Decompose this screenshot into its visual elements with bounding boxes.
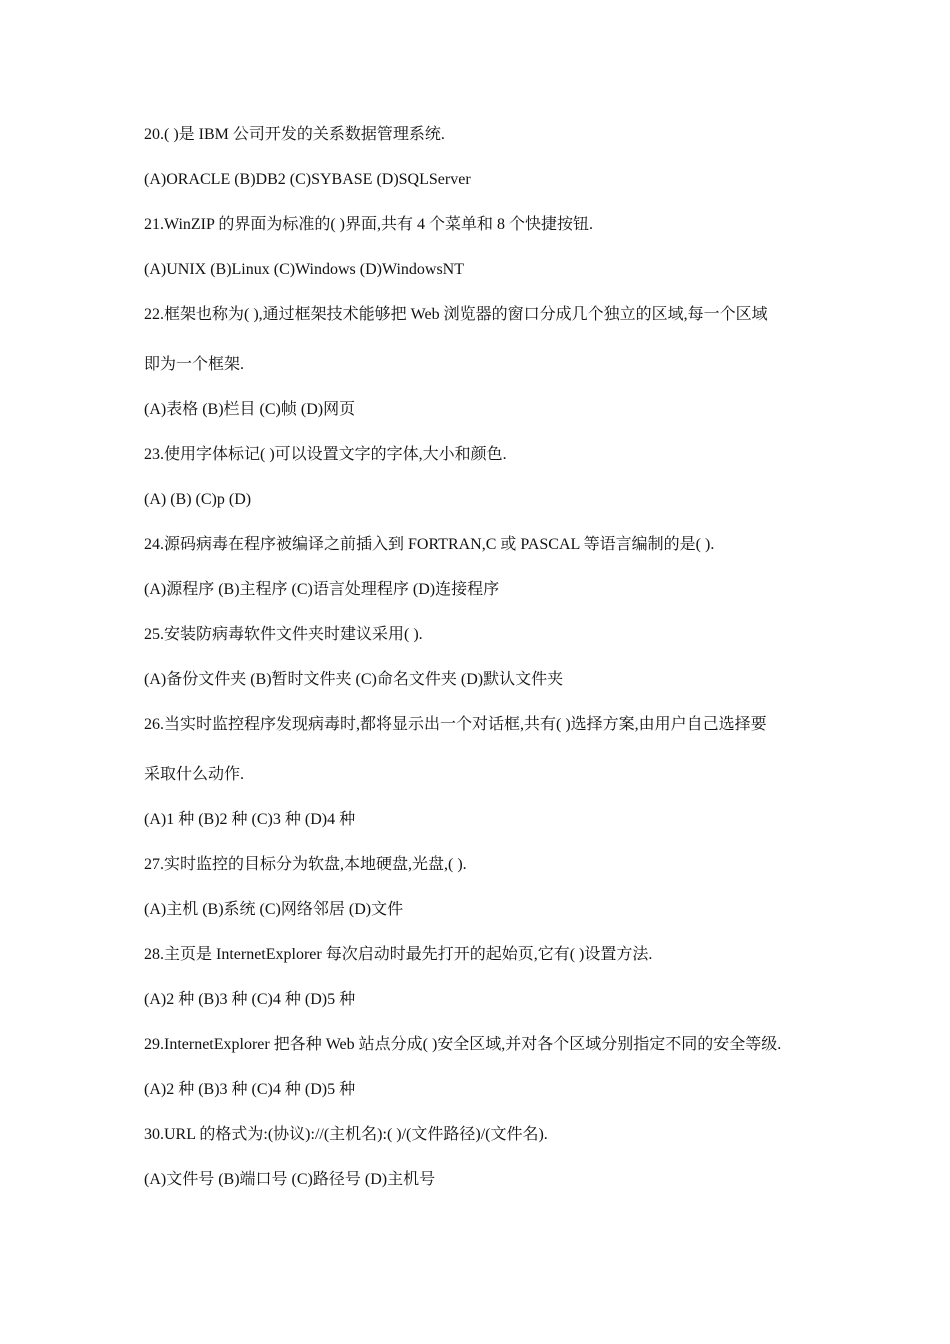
question-stem: 24.源码病毒在程序被编译之前插入到 FORTRAN,C 或 PASCAL 等语言编制的是( ). <box>144 536 715 553</box>
question-options: (A)表格 (B)栏目 (C)帧 (D)网页 <box>144 401 356 418</box>
question-list <box>144 124 824 1191</box>
question-stem: 23.使用字体标记( )可以设置文字的字体,大小和颜色. <box>144 446 507 463</box>
question-stem: 22.框架也称为( ),通过框架技术能够把 Web 浏览器的窗口分成几个独立的区域,每一个区域 <box>144 306 768 323</box>
question-options: (A)文件号 (B)端口号 (C)路径号 (D)主机号 <box>144 1171 436 1188</box>
question-options: (A) (B) (C)p (D) <box>144 491 252 508</box>
question-stem-continuation: 采取什么动作. <box>144 766 245 783</box>
question-24 <box>144 534 824 601</box>
question-options: (A)2 种 (B)3 种 (C)4 种 (D)5 种 <box>144 991 356 1008</box>
question-29 <box>144 1034 824 1101</box>
question-stem: 28.主页是 InternetExplorer 每次启动时最先打开的起始页,它有( )设置方法. <box>144 946 653 963</box>
question-options: (A)主机 (B)系统 (C)网络邻居 (D)文件 <box>144 901 404 918</box>
question-stem-continuation: 即为一个框架. <box>144 356 245 373</box>
question-21 <box>144 214 824 281</box>
question-30 <box>144 1124 824 1191</box>
question-options: (A)ORACLE (B)DB2 (C)SYBASE (D)SQLServer <box>144 171 471 188</box>
question-stem: 29.InternetExplorer 把各种 Web 站点分成( )安全区域,并对各个区域分别指定不同的安全等级. <box>144 1036 782 1053</box>
question-options: (A)备份文件夹 (B)暂时文件夹 (C)命名文件夹 (D)默认文件夹 <box>144 671 564 688</box>
question-26 <box>144 714 824 831</box>
question-stem: 27.实时监控的目标分为软盘,本地硬盘,光盘,( ). <box>144 856 467 873</box>
question-27 <box>144 854 824 921</box>
question-stem: 25.安装防病毒软件文件夹时建议采用( ). <box>144 626 423 643</box>
question-stem: 26.当实时监控程序发现病毒时,都将显示出一个对话框,共有( )选择方案,由用户自己选择要 <box>144 716 767 733</box>
question-stem: 30.URL 的格式为:(协议)://(主机名):( )/(文件路径)/(文件名). <box>144 1126 548 1143</box>
question-options: (A)1 种 (B)2 种 (C)3 种 (D)4 种 <box>144 811 356 828</box>
question-options: (A)UNIX (B)Linux (C)Windows (D)WindowsNT <box>144 261 464 278</box>
question-28 <box>144 944 824 1011</box>
question-23 <box>144 444 824 511</box>
question-25 <box>144 624 824 691</box>
question-20 <box>144 124 824 191</box>
question-options: (A)2 种 (B)3 种 (C)4 种 (D)5 种 <box>144 1081 356 1098</box>
question-options: (A)源程序 (B)主程序 (C)语言处理程序 (D)连接程序 <box>144 581 500 598</box>
question-stem: 21.WinZIP 的界面为标准的( )界面,共有 4 个菜单和 8 个快捷按钮. <box>144 216 593 233</box>
question-22 <box>144 304 824 421</box>
question-stem: 20.( )是 IBM 公司开发的关系数据管理系统. <box>144 126 445 143</box>
